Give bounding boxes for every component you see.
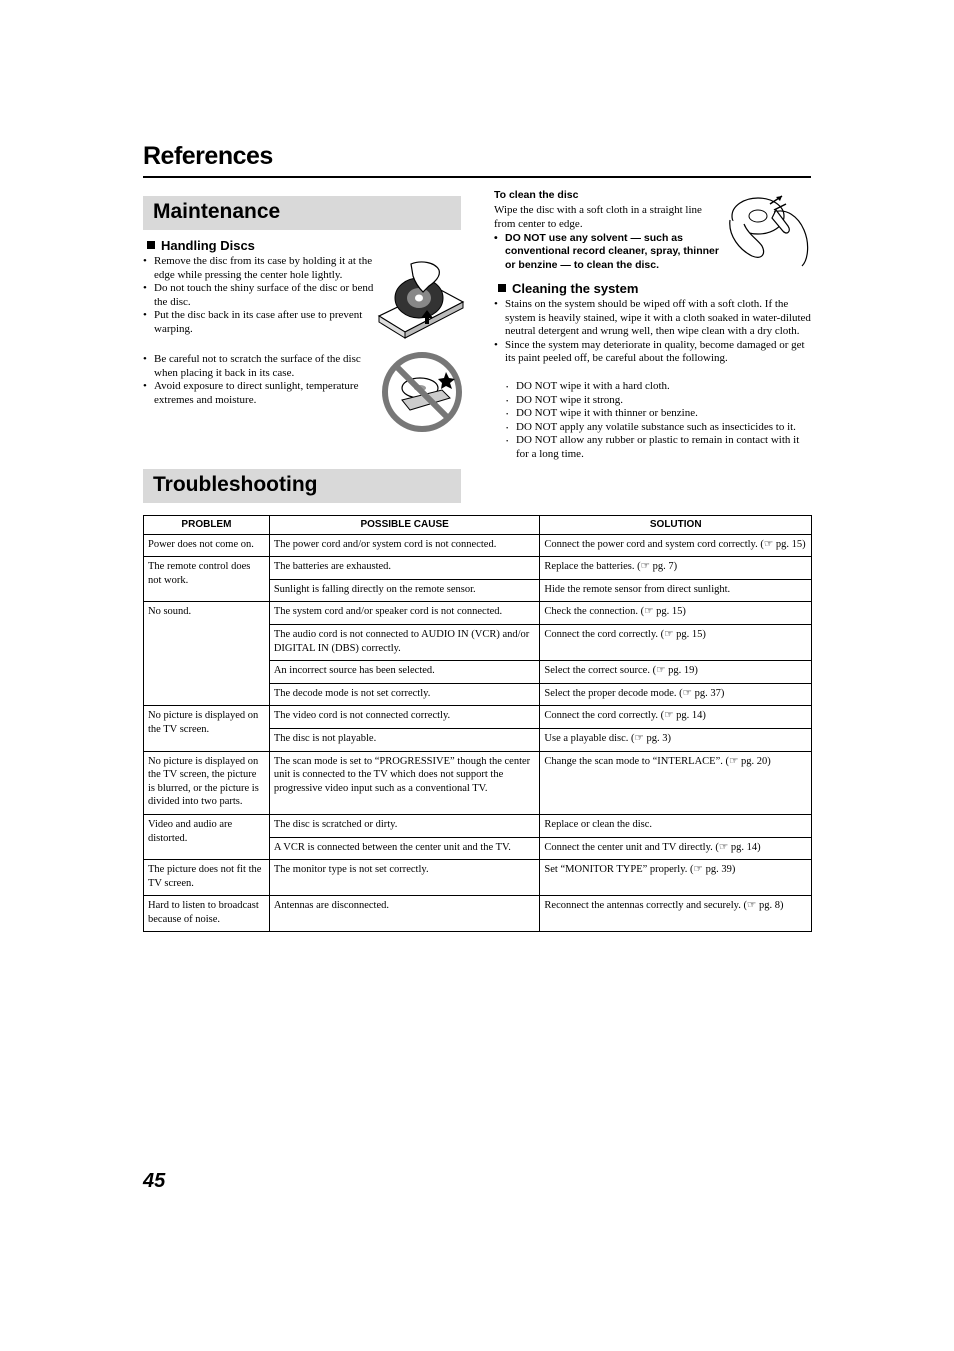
cause-cell: The system cord and/or speaker cord is not connected.: [269, 602, 540, 625]
handling-discs-title: Handling Discs: [161, 238, 255, 253]
cause-cell: The audio cord is not connected to AUDIO IN (VCR) and/or DIGITAL IN (DBS) correctly.: [269, 624, 540, 660]
bullet-icon: •: [494, 232, 498, 244]
troubleshooting-heading: Troubleshooting: [153, 473, 318, 496]
cleaning-system-list: [494, 298, 812, 366]
column-header-problem: PROBLEM: [144, 516, 270, 535]
cause-cell: A VCR is connected between the center unit and the TV.: [269, 837, 540, 860]
problem-cell: Video and audio are distorted.: [144, 814, 270, 859]
problem-cell: Power does not come on.: [144, 534, 270, 557]
no-sunlight-illustration-icon: [380, 350, 464, 434]
table-row: [144, 706, 812, 729]
solution-cell: Select the proper decode mode. (☞ pg. 37): [540, 683, 812, 706]
cause-cell: The scan mode is set to “PROGRESSIVE” though the center unit is connected to the TV which does not support the progressive video input such as a conventional TV.: [269, 751, 540, 814]
cleaning-system-title: Cleaning the system: [512, 281, 639, 296]
solution-cell: Check the connection. (☞ pg. 15): [540, 602, 812, 625]
maintenance-heading-box: [143, 196, 461, 230]
solution-cell: Reconnect the antennas correctly and securely. (☞ pg. 8): [540, 896, 812, 932]
solution-cell: Replace the batteries. (☞ pg. 7): [540, 557, 812, 580]
cleaning-system-sublist: [505, 380, 813, 462]
problem-cell: No picture is displayed on the TV screen.: [144, 706, 270, 751]
column-header-cause: POSSIBLE CAUSE: [269, 516, 540, 535]
maintenance-heading: Maintenance: [153, 200, 281, 223]
list-item: · DO NOT allow any rubber or plastic to remain in contact with it for a long time.: [505, 434, 813, 461]
list-item: · DO NOT wipe it with a hard cloth.: [505, 380, 813, 394]
handling-list-a: [143, 255, 375, 337]
wipe-disc-illustration-icon: [726, 190, 812, 268]
cause-cell: Antennas are disconnected.: [269, 896, 540, 932]
solution-cell: Connect the center unit and TV directly. (☞ pg. 14): [540, 837, 812, 860]
cause-cell: The video cord is not connected correctly.: [269, 706, 540, 729]
list-item: · DO NOT wipe it with thinner or benzine.: [505, 407, 813, 421]
table-row: [144, 814, 812, 837]
cause-cell: The disc is scratched or dirty.: [269, 814, 540, 837]
clean-disc-warning: [494, 232, 720, 272]
cause-cell: Sunlight is falling directly on the remote sensor.: [269, 579, 540, 602]
solution-cell: Hide the remote sensor from direct sunlight.: [540, 579, 812, 602]
problem-cell: No picture is displayed on the TV screen, the picture is blurred, or the picture is divided into two parts.: [144, 751, 270, 814]
list-item: · DO NOT wipe it strong.: [505, 394, 813, 408]
solution-cell: Use a playable disc. (☞ pg. 3): [540, 728, 812, 751]
list-item: · DO NOT apply any volatile substance such as insecticides to it.: [505, 421, 813, 435]
table-row: [144, 751, 812, 814]
solution-cell: Replace or clean the disc.: [540, 814, 812, 837]
column-header-solution: SOLUTION: [540, 516, 812, 535]
cause-cell: The disc is not playable.: [269, 728, 540, 751]
list-item: • Avoid exposure to direct sunlight, temperature extremes and moisture.: [143, 380, 375, 407]
problem-cell: The remote control does not work.: [144, 557, 270, 602]
table-row: [144, 534, 812, 557]
list-item: • Since the system may deteriorate in quality, become damaged or get its paint peeled off, be careful about the following.: [494, 339, 812, 366]
solution-cell: Connect the cord correctly. (☞ pg. 14): [540, 706, 812, 729]
solution-cell: Change the scan mode to “INTERLACE”. (☞ pg. 20): [540, 751, 812, 814]
handling-discs-heading: [147, 238, 255, 253]
table-row: [144, 896, 812, 932]
table-row: [144, 602, 812, 625]
page-number: 45: [143, 1170, 166, 1192]
page-title: References: [143, 142, 273, 170]
list-item: • Be careful not to scratch the surface of the disc when placing it back in its case.: [143, 353, 375, 380]
title-rule: [143, 176, 811, 178]
solution-cell: Connect the power cord and system cord correctly. (☞ pg. 15): [540, 534, 812, 557]
cleaning-system-heading: [498, 281, 638, 296]
solution-cell: Connect the cord correctly. (☞ pg. 15): [540, 624, 812, 660]
clean-disc-title: To clean the disc: [494, 189, 579, 201]
list-item: • Remove the disc from its case by holding it at the edge while pressing the center hole lightly.: [143, 255, 375, 282]
square-bullet-icon: [498, 284, 506, 292]
table-header-row: [144, 516, 812, 535]
cause-cell: The decode mode is not set correctly.: [269, 683, 540, 706]
clean-disc-warning-text: DO NOT use any solvent — such as conventional record cleaner, spray, thinner or benzine — to clean the disc.: [505, 232, 719, 271]
square-bullet-icon: [147, 241, 155, 249]
problem-cell: No sound.: [144, 602, 270, 706]
cause-cell: The power cord and/or system cord is not connected.: [269, 534, 540, 557]
cause-cell: An incorrect source has been selected.: [269, 661, 540, 684]
list-item: • Do not touch the shiny surface of the disc or bend the disc.: [143, 282, 375, 309]
solution-cell: Set “MONITOR TYPE” properly. (☞ pg. 39): [540, 860, 812, 896]
table-row: [144, 557, 812, 580]
problem-cell: The picture does not fit the TV screen.: [144, 860, 270, 896]
handling-list-b: [143, 353, 375, 407]
troubleshooting-heading-box: [143, 469, 461, 503]
clean-disc-text: Wipe the disc with a soft cloth in a straight line from center to edge.: [494, 204, 702, 230]
cause-cell: The batteries are exhausted.: [269, 557, 540, 580]
problem-cell: Hard to listen to broadcast because of noise.: [144, 896, 270, 932]
disc-case-illustration-icon: [375, 258, 465, 342]
list-item: • Stains on the system should be wiped off with a soft cloth. If the system is heavily stained, wipe it with a cloth soaked in water-diluted neutral detergent and wrung well, then wipe clean with a dry cloth.: [494, 298, 812, 339]
table-row: [144, 860, 812, 896]
cause-cell: The monitor type is not set correctly.: [269, 860, 540, 896]
list-item: • Put the disc back in its case after use to prevent warping.: [143, 309, 375, 336]
troubleshooting-table: [143, 515, 812, 932]
solution-cell: Select the correct source. (☞ pg. 19): [540, 661, 812, 684]
